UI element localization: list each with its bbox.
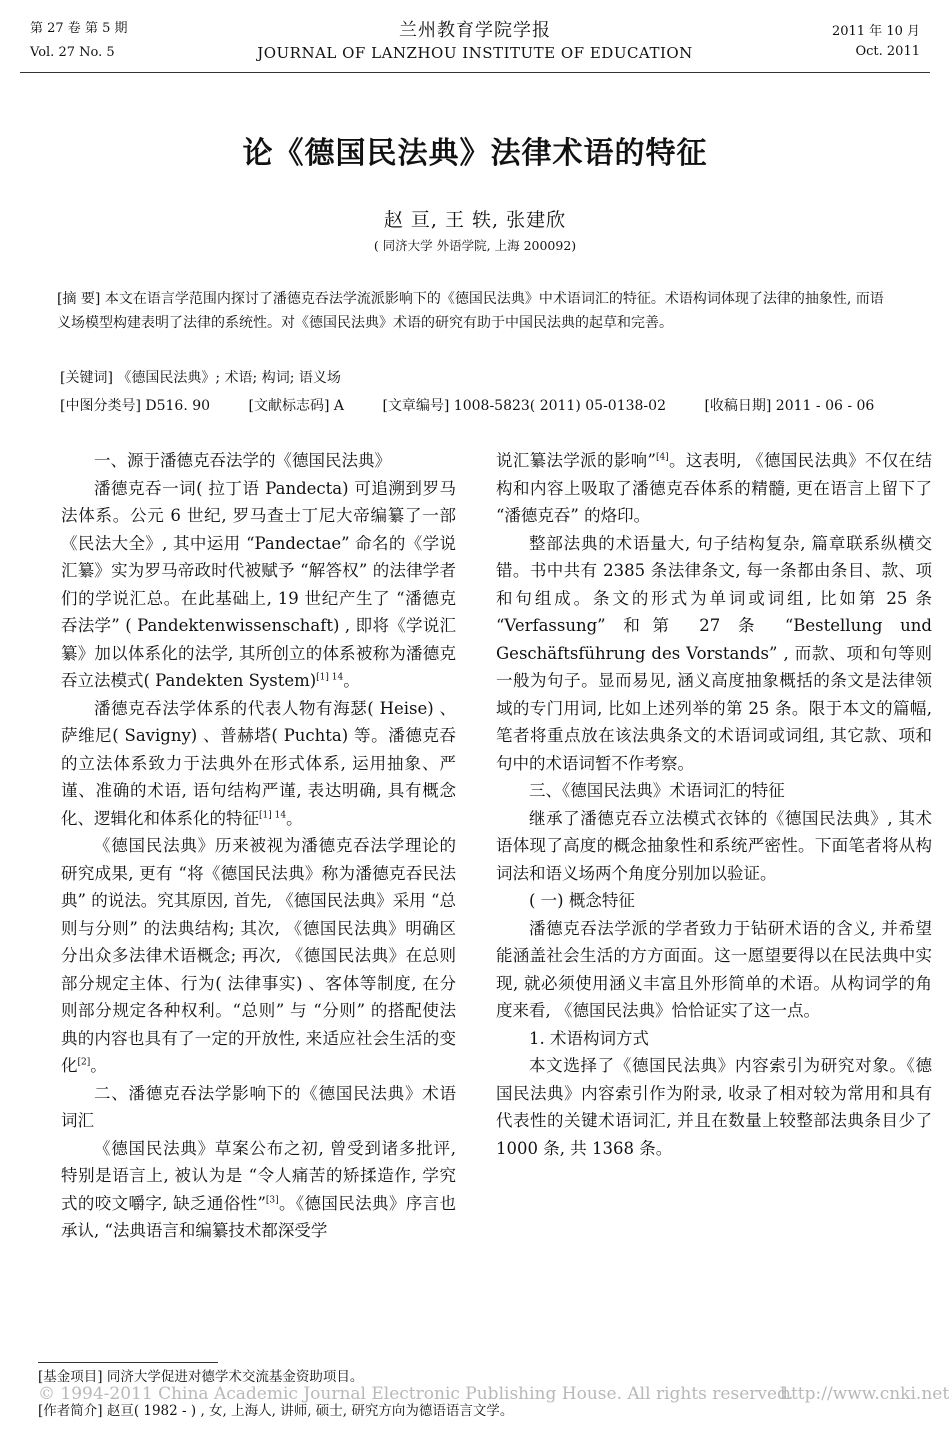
paragraph: 潘德克吞法学体系的代表人物有海瑟( Heise) 、萨维尼( Savigny) 、普赫塔( Puchta) 等。潘德克吞的立法体系致力于法典外在形式体系, 运用抽象、严谨、准确的术语, 语句结构严谨, 表达明确, 具有概念化、逻辑化和体系化的特征$^{[1] 14}$。 xyxy=(61,698,456,828)
volume-issue-en: Vol. 27 No. 5 xyxy=(30,45,115,60)
fund-note: [基金项目] 同济大学促进对德学术交流基金资助项目。 xyxy=(38,1369,364,1385)
issue-date-en: Oct. 2011 xyxy=(855,44,920,59)
author-bio-note: [作者简介] 赵亘( 1982 - ) , 女, 上海人, 讲师, 硕士, 研究方向为德语语言文学。 xyxy=(38,1403,514,1419)
paragraph: 《德国民法典》草案公布之初, 曾受到诸多批评, 特别是语言上, 被认为是 “令人痛苦的矫揉造作, 学究式的咬文嚼字, 缺乏通俗性”[3]。《德国民法典》序言也承认, “法典语言和编纂技术都深受学 xyxy=(61,1138,457,1240)
received-date: [收稿日期] 2011 - 06 - 06 xyxy=(704,398,875,414)
paragraph: 整部法典的术语量大, 句子结构复杂, 篇章联系纵横交错。书中共有 2385 条法律条文, 每一条都由条目、款、项和句组成。条文的形式为单词或词组, 比如第 25 条 “Verfassung” 和第 27 条 “Bestellung und Geschäftsführung des Vorstands” , 而款、项和句等则一般为句子。显而易见, 涵义高度抽象概括的条文是法律领域的专门用词, 比如上述列举的第 25 条。限于本文的篇幅, 笔者将重点放在该法典条文的术语词或词组, 其它款、项和句中的术语词暂不作考察。 xyxy=(496,533,932,773)
citation-ref: [4] xyxy=(655,452,669,463)
abstract: [摘 要] 本文在语言学范围内探讨了潘德克吞法学流派影响下的《德国民法典》中术语词汇的特征。术语构词体现了法律的抽象性, 而语义场模型构建表明了法律的系统性。对《德国民法典》术语的研究有助于中国民法典的起草和完善。 xyxy=(57,291,884,331)
clc-number: [中图分类号] D516. 90 xyxy=(60,398,211,414)
watermark-url[interactable]: http://www.cnki.net xyxy=(780,1384,950,1404)
keywords: [关键词] 《德国民法典》; 术语; 构词; 语义场 xyxy=(60,370,341,386)
classification-line xyxy=(60,394,880,418)
paragraph: 本文选择了《德国民法典》内容索引为研究对象。《德国民法典》内容索引作为附录, 收录了相对较为常用和具有代表性的关键术语词汇, 并且在数量上较整部法典条目少了 1000 条, 共 1368 条。 xyxy=(496,1056,932,1158)
issue-date-cn: 2011 年 10 月 xyxy=(831,24,920,39)
paragraph: 潘德克吞一词( 拉丁语 Pandecta) 可追溯到罗马法体系。公元 6 世纪, 罗马查士丁尼大帝编纂了一部《民法大全》, 其中运用 “Pandectae” 命名的《学说汇纂》实为罗马帝政时代被赋予 “解答权” 的法律学者们的学说汇总。在此基础上, 19 世纪产生了 “潘德克吞法学” ( Pandektenwissenschaft) , 即将《学说汇纂》加以体系化的法学, 其所创立的体系被称为潘德克吞立法模式( Pandekten System)$^{[1] 14}$。 xyxy=(61,478,456,690)
subsection-heading: ( 一) 概念特征 xyxy=(529,891,635,910)
section-heading: 三、《德国民法典》术语词汇的特征 xyxy=(529,781,785,800)
paragraph: 潘德克吞法学派的学者致力于钻研术语的含义, 并希望能涵盖社会生活的方方面面。这一愿望要得以在民法典中实现, 就必须使用涵义丰富且外形简单的术语。从构词学的角度来看, 《德国民法典》恰恰证实了这一点。 xyxy=(496,918,932,1020)
journal-header xyxy=(0,0,950,76)
article-number: [文章编号] 1008-5823( 2011) 05-0138-02 xyxy=(382,398,666,414)
article-authors: 赵 亘, 王 轶, 张建欣 xyxy=(383,209,567,231)
volume-issue-cn: 第 27 卷 第 5 期 xyxy=(30,21,128,36)
journal-name-cn: 兰州教育学院学报 xyxy=(399,20,551,41)
citation-ref: [3] xyxy=(265,1195,279,1205)
body-column-left xyxy=(61,447,456,1245)
document-code: [文献标志码] A xyxy=(248,398,344,414)
citation-ref: [1] 14 xyxy=(316,672,344,683)
footnote-divider xyxy=(38,1362,218,1363)
body-column-right xyxy=(496,447,932,1162)
journal-name-en: JOURNAL OF LANZHOU INSTITUTE OF EDUCATION xyxy=(257,44,693,62)
article-title: 论《德国民法典》法律术语的特征 xyxy=(242,136,708,171)
paragraph: 继承了潘德克吞立法模式衣钵的《德国民法典》, 其术语体现了高度的概念抽象性和系统严密性。下面笔者将从构词法和语义场两个角度分别加以验证。 xyxy=(496,808,932,883)
citation-ref: [2] xyxy=(77,1057,91,1068)
watermark-text: © 1994-2011 China Academic Journal Electronic Publishing House. All rights reserved. xyxy=(38,1384,794,1404)
section-heading: 二、潘德克吞法学影响下的《德国民法典》术语词汇 xyxy=(61,1083,456,1130)
author-affiliation: ( 同济大学 外语学院, 上海 200092) xyxy=(373,238,577,253)
section-heading: 一、源于潘德克吞法学的《德国民法典》 xyxy=(94,451,391,470)
subsection-heading: 1. 术语构词方式 xyxy=(529,1028,649,1048)
paragraph: 《德国民法典》历来被视为潘德克吞法学理论的研究成果, 更有 “将《德国民法典》称为潘德克吞民法典” 的说法。究其原因, 首先, 《德国民法典》采用 “总则与分则” 的法典结构; 其次, 《德国民法典》明确区分出众多法律术语概念; 再次, 《德国民法典》在总则部分规定主体、行为( 法律事实) 、客体等制度, 在分则部分规定各种权利。“总则” 与 “分则” 的搭配使法典的内容也具有了一定的开放性, 来适应社会生活的变化[2]。 xyxy=(61,836,456,1075)
paragraph: 说汇纂法学派的影响”[4]。这表明, 《德国民法典》不仅在结构和内容上吸取了潘德克吞体系的精髓, 更在语言上留下了 “潘德克吞” 的烙印。 xyxy=(496,451,932,525)
citation-ref: [1] 14 xyxy=(259,810,287,820)
header-divider xyxy=(20,72,930,73)
